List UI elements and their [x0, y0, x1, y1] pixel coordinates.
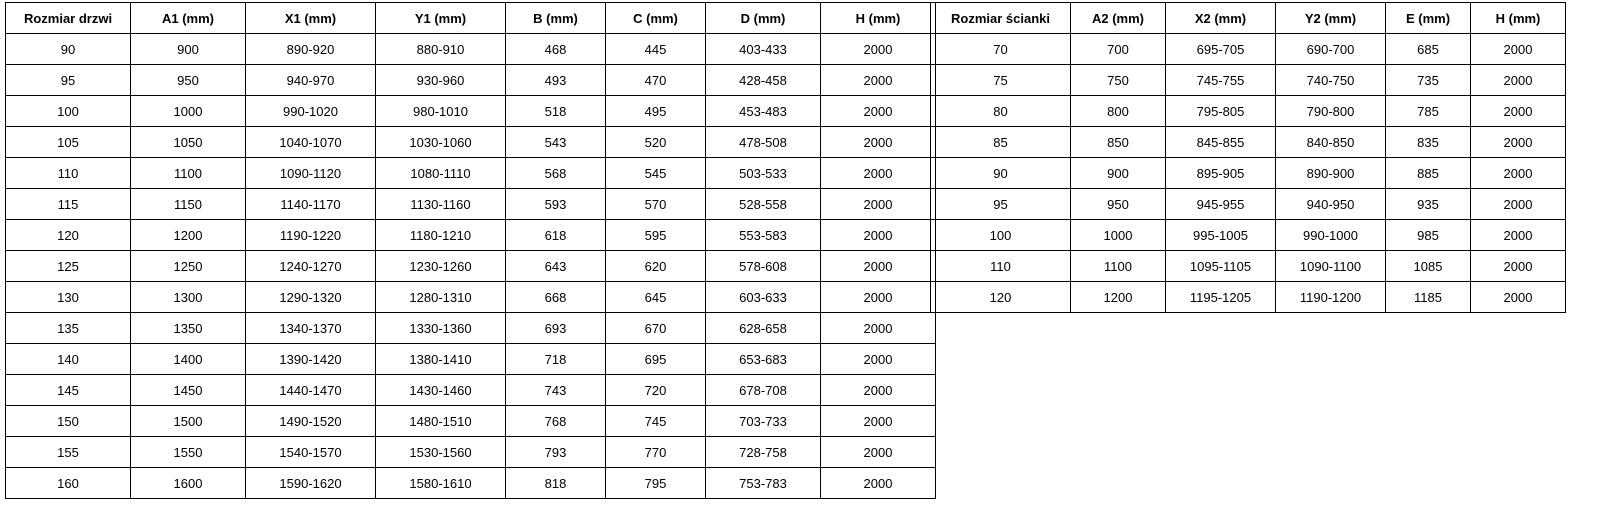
doors-table-cell: 2000: [821, 65, 936, 96]
walls-table-cell: 2000: [1471, 65, 1566, 96]
doors-table-cell: 518: [506, 96, 606, 127]
doors-table-cell: 1500: [131, 406, 246, 437]
doors-table-cell: 2000: [821, 282, 936, 313]
doors-dimensions-table-container: [5, 2, 936, 499]
walls-table-cell: 2000: [1471, 189, 1566, 220]
table-row: [6, 406, 936, 437]
doors-table-cell: 2000: [821, 375, 936, 406]
table-row: [6, 313, 936, 344]
doors-table-cell: 603-633: [706, 282, 821, 313]
walls-table-cell: 890-900: [1276, 158, 1386, 189]
walls-table-cell: 750: [1071, 65, 1166, 96]
doors-table-cell: 493: [506, 65, 606, 96]
table-row: [6, 158, 936, 189]
doors-table-cell: 2000: [821, 406, 936, 437]
doors-table-cell: 670: [606, 313, 706, 344]
table-header-row: [931, 3, 1566, 34]
doors-table-cell: 990-1020: [246, 96, 376, 127]
doors-table-cell: 160: [6, 468, 131, 499]
doors-table-cell: 695: [606, 344, 706, 375]
doors-table-cell: 718: [506, 344, 606, 375]
doors-table-cell: 1600: [131, 468, 246, 499]
doors-table-cell: 1280-1310: [376, 282, 506, 313]
doors-table-cell: 1400: [131, 344, 246, 375]
doors-table-cell: 543: [506, 127, 606, 158]
doors-table-cell: 495: [606, 96, 706, 127]
walls-table-cell: 2000: [1471, 282, 1566, 313]
doors-table-cell: 2000: [821, 127, 936, 158]
walls-table-cell: 685: [1386, 34, 1471, 65]
walls-table-cell: 2000: [1471, 127, 1566, 158]
walls-table-column-header: A2 (mm): [1071, 3, 1166, 34]
walls-table-cell: 940-950: [1276, 189, 1386, 220]
walls-table-cell: 790-800: [1276, 96, 1386, 127]
doors-table-cell: 445: [606, 34, 706, 65]
table-row: [6, 220, 936, 251]
doors-table-cell: 668: [506, 282, 606, 313]
doors-table-cell: 1100: [131, 158, 246, 189]
walls-table-cell: 110: [931, 251, 1071, 282]
doors-table-cell: 1300: [131, 282, 246, 313]
table-row: [6, 251, 936, 282]
doors-table-cell: 135: [6, 313, 131, 344]
table-header-row: [6, 3, 936, 34]
doors-table-cell: 90: [6, 34, 131, 65]
doors-table-cell: 545: [606, 158, 706, 189]
walls-table-cell: 2000: [1471, 251, 1566, 282]
table-row: [931, 65, 1566, 96]
walls-table-cell: 800: [1071, 96, 1166, 127]
doors-dimensions-table: [5, 2, 936, 499]
walls-table-cell: 740-750: [1276, 65, 1386, 96]
walls-table-cell: 2000: [1471, 96, 1566, 127]
doors-table-cell: 693: [506, 313, 606, 344]
doors-table-head: [6, 3, 936, 34]
walls-table-cell: 745-755: [1166, 65, 1276, 96]
table-row: [931, 34, 1566, 65]
walls-table-cell: 1100: [1071, 251, 1166, 282]
walls-table-cell: 75: [931, 65, 1071, 96]
walls-table-cell: 2000: [1471, 220, 1566, 251]
doors-table-cell: 793: [506, 437, 606, 468]
walls-table-cell: 690-700: [1276, 34, 1386, 65]
doors-table-cell: 728-758: [706, 437, 821, 468]
doors-table-cell: 1450: [131, 375, 246, 406]
doors-table-cell: 1550: [131, 437, 246, 468]
walls-table-cell: 85: [931, 127, 1071, 158]
doors-table-column-header: Rozmiar drzwi: [6, 3, 131, 34]
table-row: [6, 189, 936, 220]
table-row: [6, 437, 936, 468]
walls-table-cell: 985: [1386, 220, 1471, 251]
doors-table-cell: 1290-1320: [246, 282, 376, 313]
doors-table-cell: 503-533: [706, 158, 821, 189]
table-row: [6, 96, 936, 127]
walls-table-cell: 695-705: [1166, 34, 1276, 65]
walls-dimensions-table: [930, 2, 1566, 313]
walls-table-cell: 835: [1386, 127, 1471, 158]
doors-table-cell: 1040-1070: [246, 127, 376, 158]
walls-table-cell: 945-955: [1166, 189, 1276, 220]
walls-table-cell: 1095-1105: [1166, 251, 1276, 282]
doors-table-cell: 1330-1360: [376, 313, 506, 344]
walls-table-cell: 995-1005: [1166, 220, 1276, 251]
doors-table-cell: 403-433: [706, 34, 821, 65]
doors-table-cell: 818: [506, 468, 606, 499]
doors-table-cell: 768: [506, 406, 606, 437]
walls-table-cell: 735: [1386, 65, 1471, 96]
walls-table-column-header: H (mm): [1471, 3, 1566, 34]
doors-table-cell: 95: [6, 65, 131, 96]
doors-table-cell: 478-508: [706, 127, 821, 158]
doors-table-cell: 155: [6, 437, 131, 468]
doors-table-cell: 940-970: [246, 65, 376, 96]
walls-table-cell: 1085: [1386, 251, 1471, 282]
doors-table-column-header: B (mm): [506, 3, 606, 34]
doors-table-cell: 643: [506, 251, 606, 282]
doors-table-cell: 1590-1620: [246, 468, 376, 499]
table-row: [6, 375, 936, 406]
doors-table-cell: 743: [506, 375, 606, 406]
doors-table-cell: 2000: [821, 437, 936, 468]
walls-table-column-header: Rozmiar ścianki: [931, 3, 1071, 34]
doors-table-cell: 1090-1120: [246, 158, 376, 189]
doors-table-cell: 1530-1560: [376, 437, 506, 468]
walls-table-cell: 70: [931, 34, 1071, 65]
walls-table-cell: 1200: [1071, 282, 1166, 313]
doors-table-column-header: A1 (mm): [131, 3, 246, 34]
walls-table-head: [931, 3, 1566, 34]
walls-table-column-header: E (mm): [1386, 3, 1471, 34]
walls-table-cell: 990-1000: [1276, 220, 1386, 251]
doors-table-cell: 2000: [821, 189, 936, 220]
doors-table-cell: 2000: [821, 220, 936, 251]
doors-table-cell: 115: [6, 189, 131, 220]
doors-table-cell: 1440-1470: [246, 375, 376, 406]
doors-table-cell: 1430-1460: [376, 375, 506, 406]
doors-table-cell: 720: [606, 375, 706, 406]
doors-table-cell: 145: [6, 375, 131, 406]
doors-table-cell: 1540-1570: [246, 437, 376, 468]
table-row: [931, 96, 1566, 127]
walls-table-cell: 845-855: [1166, 127, 1276, 158]
doors-table-cell: 1030-1060: [376, 127, 506, 158]
doors-table-cell: 645: [606, 282, 706, 313]
doors-table-cell: 553-583: [706, 220, 821, 251]
doors-table-cell: 950: [131, 65, 246, 96]
doors-table-cell: 2000: [821, 96, 936, 127]
walls-table-cell: 2000: [1471, 158, 1566, 189]
doors-table-cell: 1350: [131, 313, 246, 344]
doors-table-cell: 100: [6, 96, 131, 127]
doors-table-column-header: X1 (mm): [246, 3, 376, 34]
doors-table-cell: 520: [606, 127, 706, 158]
table-row: [6, 34, 936, 65]
doors-table-cell: 1490-1520: [246, 406, 376, 437]
doors-table-cell: 130: [6, 282, 131, 313]
table-row: [931, 220, 1566, 251]
doors-table-cell: 1200: [131, 220, 246, 251]
walls-table-cell: 895-905: [1166, 158, 1276, 189]
doors-table-cell: 770: [606, 437, 706, 468]
walls-dimensions-table-container: [930, 2, 1566, 313]
doors-table-cell: 618: [506, 220, 606, 251]
doors-table-cell: 745: [606, 406, 706, 437]
doors-table-cell: 570: [606, 189, 706, 220]
doors-table-cell: 470: [606, 65, 706, 96]
doors-table-cell: 120: [6, 220, 131, 251]
walls-table-cell: 885: [1386, 158, 1471, 189]
doors-table-cell: 428-458: [706, 65, 821, 96]
doors-table-cell: 595: [606, 220, 706, 251]
walls-table-cell: 1185: [1386, 282, 1471, 313]
doors-table-cell: 2000: [821, 158, 936, 189]
table-row: [931, 251, 1566, 282]
doors-table-cell: 980-1010: [376, 96, 506, 127]
walls-table-cell: 1000: [1071, 220, 1166, 251]
walls-table-cell: 90: [931, 158, 1071, 189]
doors-table-cell: 1580-1610: [376, 468, 506, 499]
walls-table-cell: 850: [1071, 127, 1166, 158]
doors-table-cell: 620: [606, 251, 706, 282]
doors-table-cell: 528-558: [706, 189, 821, 220]
walls-table-cell: 935: [1386, 189, 1471, 220]
walls-table-cell: 700: [1071, 34, 1166, 65]
doors-table-cell: 1050: [131, 127, 246, 158]
walls-table-cell: 100: [931, 220, 1071, 251]
doors-table-column-header: D (mm): [706, 3, 821, 34]
doors-table-cell: 125: [6, 251, 131, 282]
doors-table-cell: 1340-1370: [246, 313, 376, 344]
walls-table-cell: 95: [931, 189, 1071, 220]
doors-table-cell: 568: [506, 158, 606, 189]
table-row: [931, 282, 1566, 313]
table-row: [6, 127, 936, 158]
doors-table-cell: 753-783: [706, 468, 821, 499]
doors-table-cell: 2000: [821, 344, 936, 375]
doors-table-column-header: H (mm): [821, 3, 936, 34]
doors-table-cell: 1190-1220: [246, 220, 376, 251]
doors-table-cell: 1180-1210: [376, 220, 506, 251]
walls-table-cell: 1190-1200: [1276, 282, 1386, 313]
walls-table-cell: 840-850: [1276, 127, 1386, 158]
doors-table-cell: 110: [6, 158, 131, 189]
doors-table-cell: 1240-1270: [246, 251, 376, 282]
doors-table-cell: 453-483: [706, 96, 821, 127]
doors-table-cell: 578-608: [706, 251, 821, 282]
doors-table-body: [6, 34, 936, 499]
doors-table-cell: 890-920: [246, 34, 376, 65]
doors-table-cell: 880-910: [376, 34, 506, 65]
doors-table-cell: 1150: [131, 189, 246, 220]
walls-table-body: [931, 34, 1566, 313]
doors-table-cell: 2000: [821, 251, 936, 282]
doors-table-cell: 1140-1170: [246, 189, 376, 220]
doors-table-cell: 930-960: [376, 65, 506, 96]
doors-table-cell: 795: [606, 468, 706, 499]
table-row: [6, 65, 936, 96]
doors-table-cell: 1000: [131, 96, 246, 127]
doors-table-cell: 2000: [821, 468, 936, 499]
doors-table-cell: 1480-1510: [376, 406, 506, 437]
doors-table-cell: 593: [506, 189, 606, 220]
walls-table-column-header: X2 (mm): [1166, 3, 1276, 34]
doors-table-cell: 1250: [131, 251, 246, 282]
table-row: [931, 127, 1566, 158]
walls-table-column-header: Y2 (mm): [1276, 3, 1386, 34]
walls-table-cell: 785: [1386, 96, 1471, 127]
doors-table-cell: 105: [6, 127, 131, 158]
doors-table-column-header: C (mm): [606, 3, 706, 34]
table-row: [931, 158, 1566, 189]
walls-table-cell: 1090-1100: [1276, 251, 1386, 282]
doors-table-column-header: Y1 (mm): [376, 3, 506, 34]
table-row: [931, 189, 1566, 220]
doors-table-cell: 140: [6, 344, 131, 375]
doors-table-cell: 468: [506, 34, 606, 65]
doors-table-cell: 678-708: [706, 375, 821, 406]
doors-table-cell: 2000: [821, 313, 936, 344]
doors-table-cell: 1390-1420: [246, 344, 376, 375]
doors-table-cell: 628-658: [706, 313, 821, 344]
doors-table-cell: 1130-1160: [376, 189, 506, 220]
doors-table-cell: 150: [6, 406, 131, 437]
walls-table-cell: 80: [931, 96, 1071, 127]
table-row: [6, 282, 936, 313]
doors-table-cell: 900: [131, 34, 246, 65]
doors-table-cell: 1080-1110: [376, 158, 506, 189]
doors-table-cell: 653-683: [706, 344, 821, 375]
walls-table-cell: 950: [1071, 189, 1166, 220]
doors-table-cell: 2000: [821, 34, 936, 65]
doors-table-cell: 703-733: [706, 406, 821, 437]
walls-table-cell: 900: [1071, 158, 1166, 189]
walls-table-cell: 1195-1205: [1166, 282, 1276, 313]
walls-table-cell: 795-805: [1166, 96, 1276, 127]
walls-table-cell: 120: [931, 282, 1071, 313]
walls-table-cell: 2000: [1471, 34, 1566, 65]
doors-table-cell: 1230-1260: [376, 251, 506, 282]
table-row: [6, 344, 936, 375]
table-row: [6, 468, 936, 499]
doors-table-cell: 1380-1410: [376, 344, 506, 375]
